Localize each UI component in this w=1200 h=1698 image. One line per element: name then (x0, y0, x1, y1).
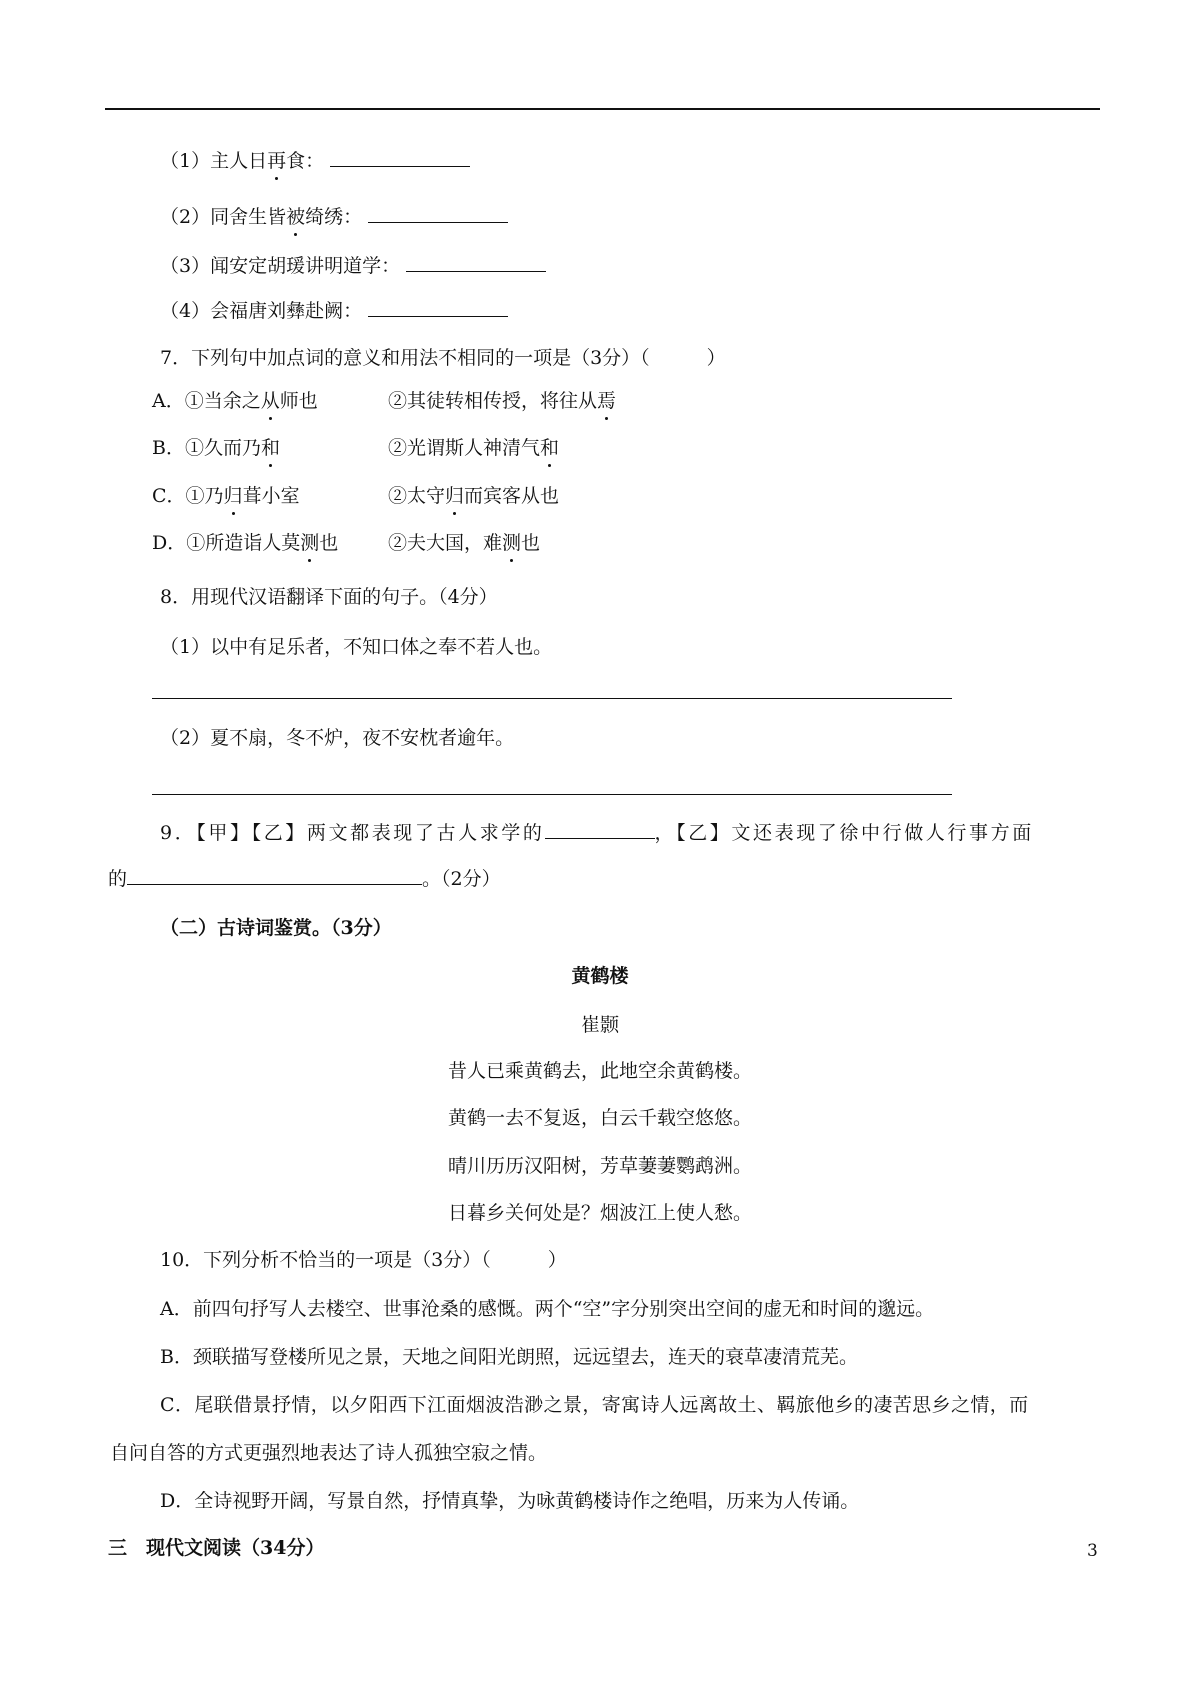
answer-blank[interactable] (545, 820, 655, 839)
q10-option-c-line-1: C．尾联借景抒情，以夕阳西下江面烟波浩渺之景，寄寓诗人远离故土、羁旅他乡的凄苦思乡之情，而 (160, 1394, 1029, 1416)
q10-option-c-line-2: 自问自答的方式更强烈地表达了诗人孤独空寂之情。 (110, 1442, 548, 1464)
poem-line-1: 昔人已乘黄鹤去，此地空余黄鹤楼。 (447, 1060, 752, 1082)
q6-item-4: （4）会福唐刘彝赴阙： (160, 298, 508, 324)
header-rule (105, 108, 1100, 110)
q6-item-1: （1）主人日再食： (160, 148, 470, 174)
poem-line-2: 黄鹤一去不复返，白云千载空悠悠。 (447, 1107, 752, 1129)
q8-sentence-2: （2）夏不扇，冬不炉，夜不安枕者逾年。 (160, 727, 515, 749)
q9-line-1: 9．【甲】【乙】两文都表现了古人求学的 ，【乙】文还表现了徐中行做人行事方面 (160, 822, 1034, 844)
q9-line-2: 的 。（2分） (108, 868, 501, 890)
q10-option-d: D．全诗视野开阔，写景自然，抒情真挚，为咏黄鹤楼诗作之绝唱，历来为人传诵。 (160, 1490, 860, 1512)
answer-blank[interactable] (368, 298, 508, 317)
q7-option-a-1: A．①当余之从师也 (152, 390, 318, 412)
section-heading-poetry: （二）古诗词鉴赏。（3分） (160, 917, 392, 939)
q7-stem: 7．下列句中加点词的意义和用法不相同的一项是（3分）（ ） (160, 347, 726, 369)
poem-line-4: 日暮乡关何处是？烟波江上使人愁。 (447, 1202, 752, 1224)
q10-option-a: A．前四句抒写人去楼空、世事沧桑的感慨。两个“空”字分别突出空间的虚无和时间的邈远。 (160, 1298, 935, 1320)
answer-blank[interactable] (127, 866, 422, 885)
section-heading-modern-reading: 三 现代文阅读（34分） (108, 1537, 325, 1559)
q7-option-b-1: B．①久而乃和 (152, 437, 280, 459)
q7-option-a-2: ②其徒转相传授，将往从焉 (388, 390, 617, 412)
q6-item-3: （3）闻安定胡瑗讲明道学： (160, 253, 546, 279)
answer-blank[interactable] (368, 204, 508, 223)
answer-line-2[interactable] (152, 794, 952, 795)
q7-option-d-2: ②夫大国，难测也 (388, 532, 541, 554)
q7-option-d-1: D．①所造诣人莫测也 (152, 532, 339, 554)
poem-title: 黄鹤楼 (571, 965, 629, 987)
q6-item-2: （2）同舍生皆被绮绣： (160, 204, 508, 230)
answer-blank[interactable] (406, 253, 546, 272)
q7-option-c-1: C．①乃归葺小室 (152, 485, 300, 507)
q8-sentence-1: （1）以中有足乐者，不知口体之奉不若人也。 (160, 636, 553, 658)
q10-option-b: B．颈联描写登楼所见之景，天地之间阳光朗照，远远望去，连天的衰草凄清荒芜。 (160, 1346, 858, 1368)
answer-blank[interactable] (330, 148, 470, 167)
page-number: 3 (1087, 1541, 1098, 1561)
answer-line-1[interactable] (152, 698, 952, 699)
q7-option-b-2: ②光谓斯人神清气和 (388, 437, 560, 459)
q10-stem: 10．下列分析不恰当的一项是（3分）（ ） (160, 1249, 567, 1271)
poem-author: 崔颢 (580, 1014, 619, 1036)
q8-stem: 8．用现代汉语翻译下面的句子。（4分） (160, 586, 498, 608)
q7-option-c-2: ②太守归而宾客从也 (388, 485, 560, 507)
poem-line-3: 晴川历历汉阳树，芳草萋萋鹦鹉洲。 (447, 1155, 752, 1177)
